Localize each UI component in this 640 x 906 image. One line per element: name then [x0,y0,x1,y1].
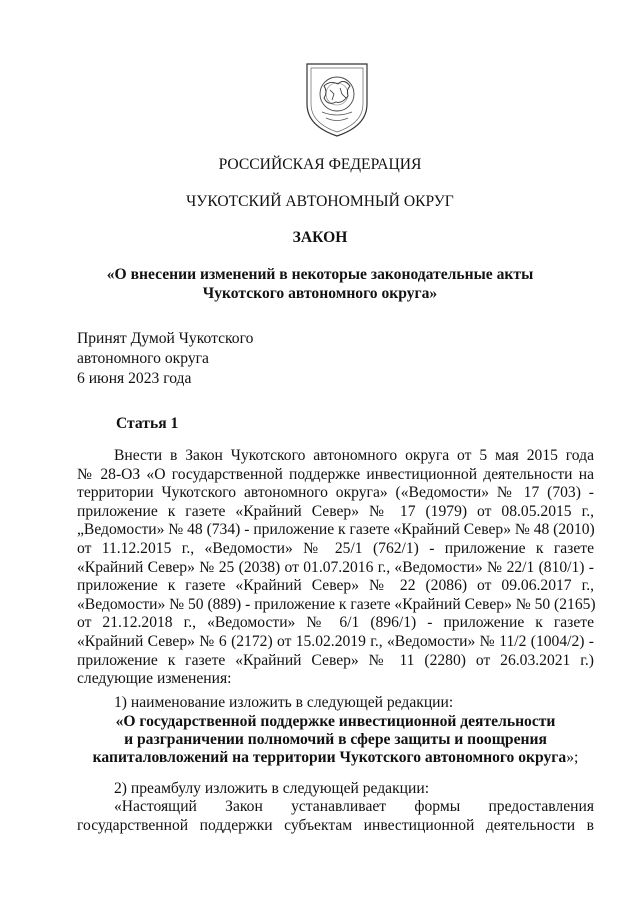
paragraph-line: приложение к газете «Крайний Север» № 11 (2280) от 26.03.2021 г.) [77,651,594,669]
new-title-closing: »; [566,749,579,766]
adoption-date: 6 июня 2023 года [77,370,192,387]
article-paragraph [77,447,594,689]
item-1-new-title-line-1: «О государственной поддержке инвестиционной деятельности [115,713,556,730]
item-1-new-title-line-2: и разграничении полномочий в сфере защиты и поощрения [124,731,547,748]
region-heading: ЧУКОТСКИЙ АВТОНОМНЫЙ ОКРУГ [186,193,454,210]
paragraph-line: «Крайний Север» № 25 (2038) от 01.07.2016 г., «Ведомости» № 22/1 (810/1) - [77,558,594,576]
adoption-line: автономного округа [77,350,209,367]
coat-of-arms-icon [302,60,372,138]
paragraph-line: от 11.12.2015 г., «Ведомости» № 25/1 (762/1) - приложение к газете [77,539,594,557]
law-title-line-2: Чукотского автономного округа» [202,285,438,302]
document-type: ЗАКОН [292,229,348,246]
paragraph-line: № 28-ОЗ «О государственной поддержке инвестиционной деятельности на [77,465,594,483]
new-title-text: капиталовложений на территории Чукотского автономного округа [92,749,567,766]
paragraph-line: „Ведомости» № 48 (734) - приложение к газете «Крайний Север» № 48 (2010) [77,521,595,539]
paragraph-line: «Крайний Север» № 6 (2172) от 15.02.2019 г., «Ведомости» № 11/2 (1004/2) - [77,632,594,650]
paragraph-line: «Ведомости» № 50 (889) - приложение к газете «Крайний Север» № 50 (2165) [77,595,596,613]
item-2-line: государственной поддержки субъектам инвестиционной деятельности в [77,816,594,834]
paragraph-line: Внести в Закон Чукотского автономного округа от 5 мая 2015 года [114,447,594,464]
law-title-line-1: «О внесении изменений в некоторые законодательные акты [106,266,534,283]
article-heading: Статья 1 [116,415,179,432]
paragraph-line: от 21.12.2018 г., «Ведомости» № 6/1 (896/1) - приложение к газете [77,614,594,632]
paragraph-line: следующие изменения: [77,670,232,688]
paragraph-line: территории Чукотского автономного округа» («Ведомости» № 17 (703) - [77,484,594,502]
adoption-line: Принят Думой Чукотского [77,330,254,347]
item-2-text [77,798,594,835]
paragraph-line: приложение к газете «Крайний Север» № 22 (2086) от 09.06.2017 г., [77,577,594,595]
paragraph-line: приложение к газете «Крайний Север» № 17 (1979) от 08.05.2015 г., [77,502,594,520]
item-1-new-title-line-3 [77,749,594,767]
country-heading: РОССИЙСКАЯ ФЕДЕРАЦИЯ [218,156,422,173]
adoption-info [77,330,253,390]
item-2-line: «Настоящий Закон устанавливает формы предоставления [114,798,594,815]
item-2-label: 2) преамбулу изложить в следующей редакции: [114,780,430,797]
item-1-label: 1) наименование изложить в следующей редакции: [114,694,454,711]
